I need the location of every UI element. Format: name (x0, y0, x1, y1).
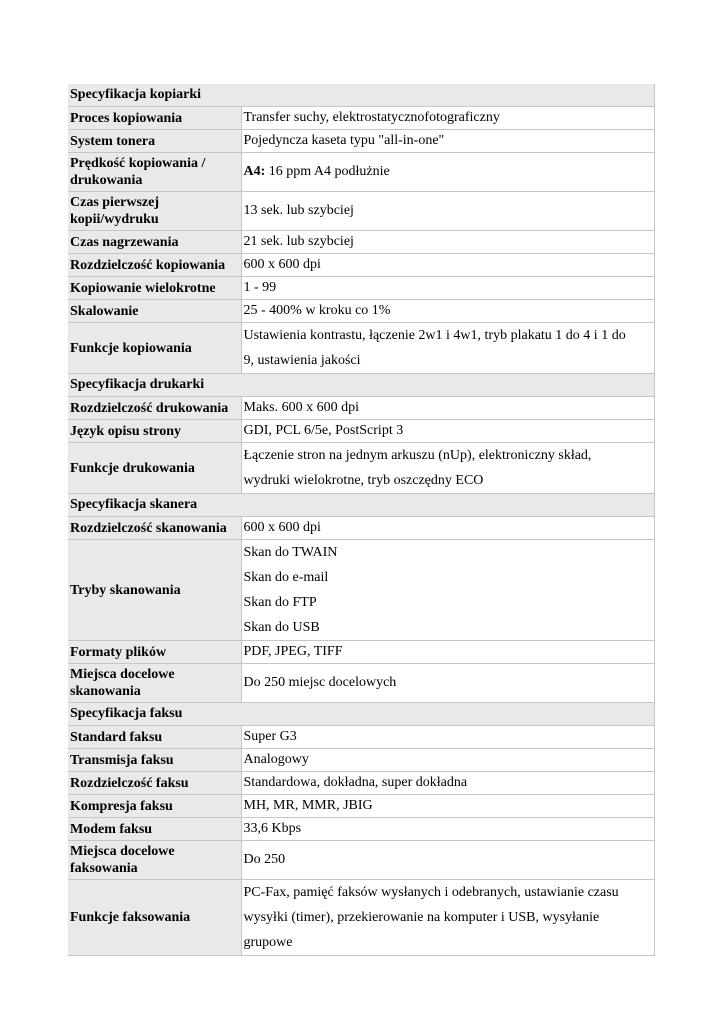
spec-row (68, 254, 654, 277)
spec-row (68, 323, 654, 374)
value-line: grupowe (243, 935, 293, 950)
spec-label: Miejsca docelowe faksowania (68, 841, 241, 880)
spec-row (68, 192, 654, 231)
spec-label: Standard faksu (68, 726, 241, 749)
spec-row (68, 517, 654, 540)
spec-row (68, 880, 654, 956)
spec-value: Pojedyncza kaseta typu "all-in-one" (241, 130, 654, 153)
spec-value (241, 540, 654, 641)
spec-label: Modem faksu (68, 818, 241, 841)
spec-label: Formaty plików (68, 641, 241, 664)
spec-value: PDF, JPEG, TIFF (241, 641, 654, 664)
value-line: Łączenie stron na jednym arkuszu (nUp), elektroniczny skład, (243, 448, 592, 463)
spec-value (241, 880, 654, 956)
spec-label: Funkcje drukowania (68, 443, 241, 494)
spec-row (68, 841, 654, 880)
section-header-fax (68, 703, 654, 726)
section-header-scanner (68, 494, 654, 517)
spec-value: Transfer suchy, elektrostatycznofotograficzny (241, 107, 654, 130)
spec-label: Rozdzielczość drukowania (68, 397, 241, 420)
spec-label: Rozdzielczość skanowania (68, 517, 241, 540)
spec-row (68, 107, 654, 130)
spec-label: Skalowanie (68, 300, 241, 323)
value-line: Ustawienia kontrastu, łączenie 2w1 i 4w1, tryb plakatu 1 do 4 i 1 do (243, 328, 626, 343)
section-title: Specyfikacja drukarki (68, 374, 654, 397)
spec-label: Tryby skanowania (68, 540, 241, 641)
spec-document (68, 84, 654, 956)
spec-row (68, 818, 654, 841)
value-line: Skan do USB (243, 620, 320, 635)
spec-label: Czas nagrzewania (68, 231, 241, 254)
spec-table (68, 84, 655, 956)
spec-label: Prędkość kopiowania / drukowania (68, 153, 241, 192)
spec-row (68, 420, 654, 443)
spec-label: Transmisja faksu (68, 749, 241, 772)
spec-value: Do 250 miejsc docelowych (241, 664, 654, 703)
spec-label: System tonera (68, 130, 241, 153)
section-title: Specyfikacja faksu (68, 703, 654, 726)
spec-row (68, 231, 654, 254)
spec-row (68, 153, 654, 192)
value-line: Skan do FTP (243, 595, 317, 610)
spec-row (68, 726, 654, 749)
spec-value: MH, MR, MMR, JBIG (241, 795, 654, 818)
spec-value: Super G3 (241, 726, 654, 749)
spec-label: Proces kopiowania (68, 107, 241, 130)
value-prefix: A4: (243, 164, 266, 179)
spec-row (68, 443, 654, 494)
value-text: 16 ppm A4 podłużnie (265, 164, 390, 179)
spec-value: 600 x 600 dpi (241, 254, 654, 277)
spec-label: Czas pierwszej kopii/wydruku (68, 192, 241, 231)
spec-row (68, 397, 654, 420)
spec-value (241, 323, 654, 374)
spec-label: Funkcje faksowania (68, 880, 241, 956)
spec-value (241, 443, 654, 494)
spec-value: Analogowy (241, 749, 654, 772)
section-header-printer (68, 374, 654, 397)
spec-value: Maks. 600 x 600 dpi (241, 397, 654, 420)
spec-row (68, 749, 654, 772)
spec-row (68, 795, 654, 818)
spec-value: 25 - 400% w kroku co 1% (241, 300, 654, 323)
spec-label: Język opisu strony (68, 420, 241, 443)
value-line: wysyłki (timer), przekierowanie na komputer i USB, wysyłanie (243, 910, 600, 925)
spec-value: GDI, PCL 6/5e, PostScript 3 (241, 420, 654, 443)
spec-row (68, 664, 654, 703)
value-line: Skan do e-mail (243, 570, 329, 585)
spec-label: Rozdzielczość faksu (68, 772, 241, 795)
spec-row (68, 772, 654, 795)
spec-row (68, 300, 654, 323)
spec-label: Kompresja faksu (68, 795, 241, 818)
value-line: 9, ustawienia jakości (243, 353, 361, 368)
section-title: Specyfikacja kopiarki (68, 84, 654, 107)
spec-value: 600 x 600 dpi (241, 517, 654, 540)
spec-row (68, 130, 654, 153)
spec-label: Rozdzielczość kopiowania (68, 254, 241, 277)
spec-label: Kopiowanie wielokrotne (68, 277, 241, 300)
section-header-copier (68, 84, 654, 107)
spec-row (68, 641, 654, 664)
spec-value: 33,6 Kbps (241, 818, 654, 841)
section-title: Specyfikacja skanera (68, 494, 654, 517)
spec-label: Miejsca docelowe skanowania (68, 664, 241, 703)
spec-value: 13 sek. lub szybciej (241, 192, 654, 231)
spec-label: Funkcje kopiowania (68, 323, 241, 374)
spec-value: 1 - 99 (241, 277, 654, 300)
value-line: wydruki wielokrotne, tryb oszczędny ECO (243, 473, 484, 488)
spec-value: Standardowa, dokładna, super dokładna (241, 772, 654, 795)
value-line: PC-Fax, pamięć faksów wysłanych i odebranych, ustawianie czasu (243, 885, 619, 900)
value-line: Skan do TWAIN (243, 545, 338, 560)
spec-row (68, 540, 654, 641)
spec-value (241, 153, 654, 192)
spec-value: Do 250 (241, 841, 654, 880)
spec-value: 21 sek. lub szybciej (241, 231, 654, 254)
spec-row (68, 277, 654, 300)
